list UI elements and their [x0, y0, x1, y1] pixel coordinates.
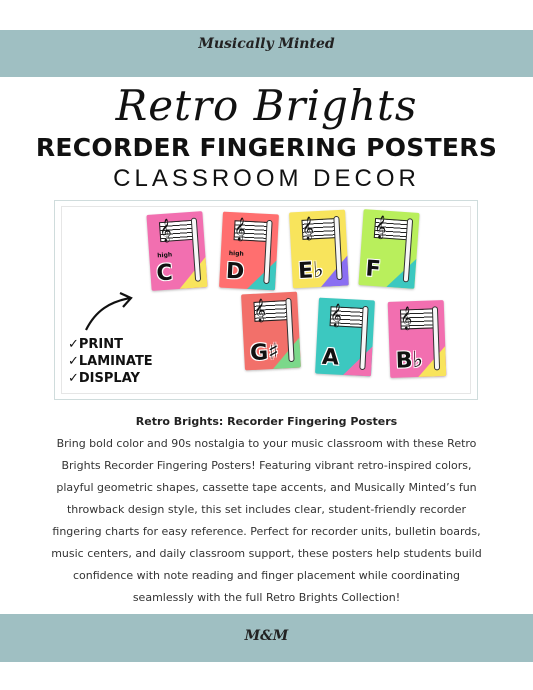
description-line: music centers, and daily classroom support, these posters help students build — [51, 547, 482, 560]
note-letter: C — [155, 260, 174, 287]
note-letter: G♯ — [249, 339, 280, 367]
checklist-display: ✓DISPLAY — [68, 371, 140, 386]
collection-title: Retro Brights — [115, 81, 418, 130]
poster-thumbnail — [146, 211, 207, 291]
description-line: throwback design style, this set includes clear, student-friendly recorder — [66, 503, 467, 516]
description-title: Retro Brights: Recorder Fingering Posters — [135, 415, 398, 428]
note-register-label: high — [228, 249, 244, 258]
poster-accent-shape — [386, 257, 416, 289]
checklist-print: ✓PRINT — [68, 337, 124, 352]
treble-clef-icon: 𝄞 — [399, 305, 413, 330]
description-line: fingering charts for easy reference. Perfect for recorder units, bulletin boards, — [52, 525, 481, 538]
description-line: seamlessly with the full Retro Brights Collection! — [132, 591, 401, 604]
product-subhead: CLASSROOM DECOR — [113, 165, 420, 192]
treble-clef-icon: 𝄞 — [158, 217, 173, 243]
brand-logo: Musically Minted — [198, 36, 335, 52]
footer-logo: M&M — [244, 628, 289, 644]
checklist-laminate: ✓LAMINATE — [68, 354, 153, 369]
description-line: Bring bold color and 90s nostalgia to your music classroom with these Retro — [56, 437, 477, 450]
treble-clef-icon: 𝄞 — [329, 302, 343, 327]
poster-thumbnail — [358, 209, 419, 289]
poster-thumbnail — [219, 212, 279, 291]
treble-clef-icon: 𝄞 — [373, 213, 388, 239]
description-line: playful geometric shapes, cassette tape accents, and Musically Minted’s fun — [56, 481, 477, 494]
note-letter: E♭ — [297, 257, 325, 285]
poster-accent-shape — [247, 259, 277, 290]
product-headline: RECORDER FINGERING POSTERS — [35, 133, 498, 162]
checklist — [68, 336, 153, 387]
poster-thumbnail — [241, 292, 301, 371]
description-line: confidence with note reading and finger placement while coordinating — [72, 569, 461, 582]
poster-thumbnail — [315, 298, 375, 377]
poster-accent-shape — [343, 345, 373, 376]
poster-thumbnail — [388, 300, 447, 378]
poster-thumbnail — [289, 210, 349, 289]
description-line: Brights Recorder Fingering Posters! Featuring vibrant retro-inspired colors, — [61, 459, 472, 472]
note-letter: A — [321, 344, 340, 371]
note-letter: D — [225, 258, 245, 285]
note-letter: F — [364, 256, 382, 283]
note-letter: B♭ — [395, 347, 424, 374]
note-register-label: high — [157, 251, 173, 260]
arrow-icon — [78, 290, 138, 335]
treble-clef-icon: 𝄞 — [253, 297, 267, 322]
treble-clef-icon: 𝄞 — [301, 215, 315, 240]
treble-clef-icon: 𝄞 — [233, 216, 247, 241]
poster-accent-shape — [178, 257, 208, 289]
description-body — [40, 433, 493, 609]
recorder-icon — [432, 306, 440, 370]
